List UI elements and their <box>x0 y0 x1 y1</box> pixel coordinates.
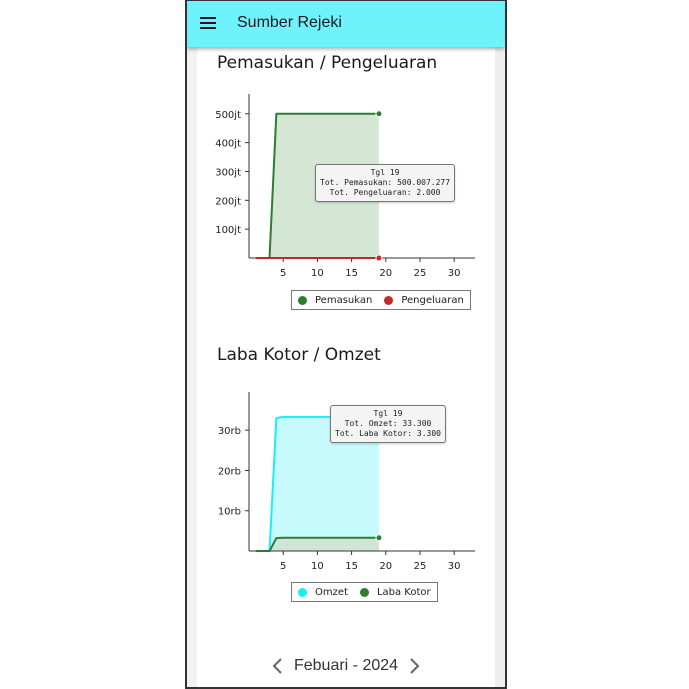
month-navigation <box>197 654 495 678</box>
phone-frame <box>185 0 507 689</box>
chart1-tooltip <box>315 164 455 202</box>
y-tick-label: 10rb <box>217 506 241 518</box>
legend-item-pemasukan[interactable] <box>298 295 372 306</box>
chart1-legend <box>291 290 471 310</box>
tooltip-laba: Tot. Laba Kotor: 3.300 <box>335 429 441 438</box>
data-point-1 <box>376 535 382 541</box>
legend-dot-icon <box>360 588 369 597</box>
tooltip-date: Tgl 19 <box>370 168 400 177</box>
chevron-left-icon[interactable] <box>266 655 288 677</box>
chart2-legend <box>291 582 438 602</box>
legend-dot-icon <box>384 296 393 305</box>
data-point-0 <box>376 111 382 117</box>
legend-item-omzet[interactable] <box>298 587 348 598</box>
content-card <box>197 46 495 687</box>
tooltip-pengeluaran: Tot. Pengeluaran: 2.000 <box>329 188 441 197</box>
legend-label: Laba Kotor <box>376 586 431 598</box>
legend-label: Pengeluaran <box>401 294 464 306</box>
legend-item-pengeluaran[interactable] <box>384 295 464 306</box>
legend-item-laba-kotor[interactable] <box>360 587 431 598</box>
x-tick-label: 10 <box>311 268 324 279</box>
x-tick-label: 30 <box>447 268 461 279</box>
y-tick-label: 20rb <box>217 466 241 478</box>
legend-label: Pemasukan <box>315 294 373 306</box>
legend-dot-icon <box>298 296 307 305</box>
x-tick-label: 15 <box>345 268 358 279</box>
x-tick-label: 25 <box>413 561 427 572</box>
scrollbar-track[interactable] <box>495 46 503 687</box>
tooltip-date: Tgl 19 <box>373 409 403 418</box>
chart2-tooltip <box>330 405 446 443</box>
legend-label: Omzet <box>315 586 348 598</box>
x-tick-label: 20 <box>379 268 393 279</box>
data-point-1 <box>376 255 382 261</box>
tooltip-pemasukan: Tot. Pemasukan: 500.007.277 <box>320 178 451 187</box>
app-bar <box>187 0 505 47</box>
y-tick-label: 100jt <box>215 225 241 237</box>
y-tick-label: 30rb <box>217 426 241 438</box>
app-title: Sumber Rejeki <box>237 14 342 31</box>
y-tick-label: 500jt <box>215 109 241 121</box>
y-tick-label: 400jt <box>215 138 241 150</box>
x-tick-label: 20 <box>379 561 393 572</box>
x-tick-label: 5 <box>280 561 287 572</box>
y-tick-label: 200jt <box>215 196 241 208</box>
y-tick-label: 300jt <box>215 167 241 179</box>
x-tick-label: 30 <box>447 561 461 572</box>
hamburger-menu-icon[interactable] <box>200 17 216 31</box>
month-label: Febuari - 2024 <box>293 657 399 674</box>
chevron-right-icon[interactable] <box>404 655 426 677</box>
x-tick-label: 5 <box>280 268 287 279</box>
chart1-title: Pemasukan / Pengeluaran <box>217 53 438 73</box>
legend-dot-icon <box>298 588 307 597</box>
tooltip-omzet: Tot. Omzet: 33.300 <box>344 419 432 428</box>
x-tick-label: 15 <box>345 561 358 572</box>
x-tick-label: 10 <box>311 561 324 572</box>
chart2-title: Laba Kotor / Omzet <box>217 345 381 365</box>
x-tick-label: 25 <box>413 268 427 279</box>
